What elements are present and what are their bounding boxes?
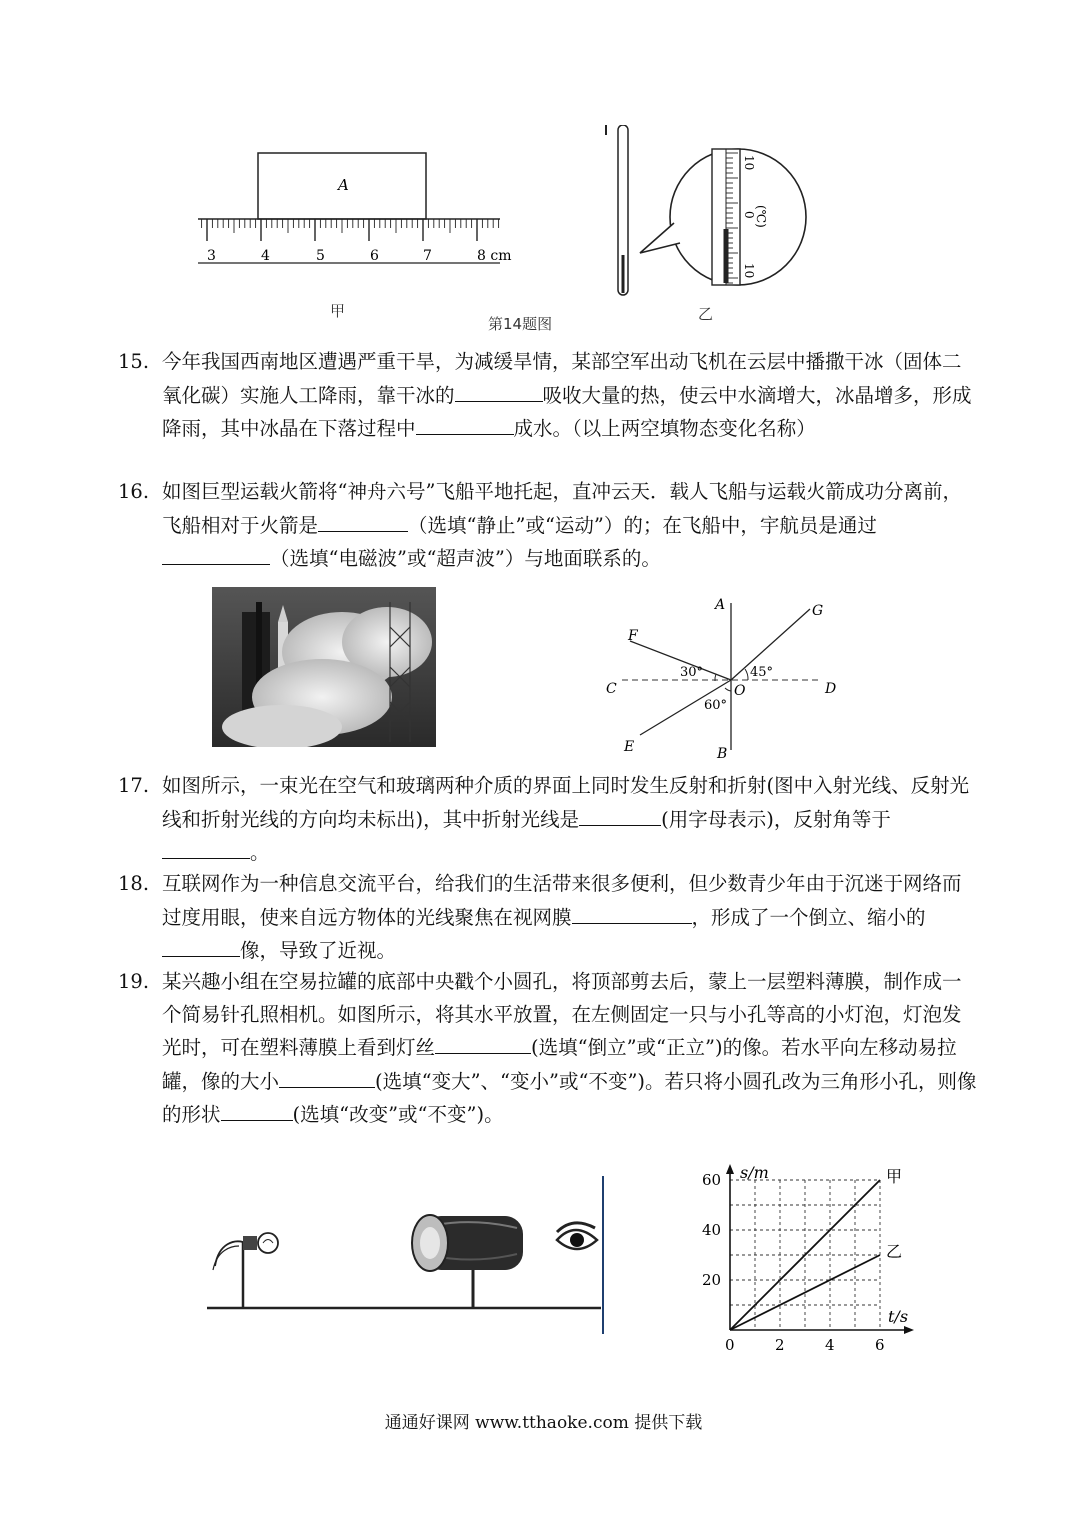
question-text: (用字母表示)，反射角等于	[661, 807, 891, 831]
label-o: O	[734, 683, 746, 699]
series-name-jia: 甲	[886, 1167, 903, 1186]
x-axis-arrow	[904, 1326, 914, 1334]
eye-icon	[557, 1223, 597, 1249]
answer-blank[interactable]	[572, 901, 692, 924]
answer-blank[interactable]	[455, 379, 543, 402]
question-text: 如图巨型运载火箭将“神舟六号”飞船平地托起，直冲云天．载人飞船与运载火箭成功分离前，飞船相对于火箭是	[162, 480, 962, 537]
question-text: (选填“改变”或“不变”)。	[292, 1103, 504, 1126]
angle-60: 60°	[704, 698, 728, 713]
y-tick-label: 40	[702, 1221, 722, 1239]
therm-tick-zero: 0	[742, 211, 756, 219]
question-number: 18.	[118, 872, 150, 895]
answer-blank[interactable]	[279, 1065, 375, 1088]
ruler-label-3: 3	[207, 248, 216, 264]
block-label-a: A	[338, 176, 349, 194]
question-text: 如图所示，一束光在空气和玻璃两种介质的界面上同时发生反射和折射(图中入射光线、反射光线和折射光线的方向均未标出)，其中折射光线是	[162, 774, 970, 831]
therm-unit: (℃)	[754, 205, 768, 228]
question-number: 19.	[118, 970, 150, 993]
answer-blank[interactable]	[162, 836, 250, 859]
answer-blank[interactable]	[162, 542, 270, 565]
st-graph	[690, 1160, 930, 1360]
question-text: （选填“静止”或“运动”）的；在飞船中，宇航员是通过	[408, 513, 877, 537]
answer-blank[interactable]	[162, 934, 240, 957]
ruler-label-4: 4	[261, 248, 270, 264]
question-text: (选填“倒立”或“正立”)的像。若水平向左移动易拉罐，像的大小	[162, 1036, 957, 1093]
question-19	[118, 966, 978, 1132]
x-tick-label: 4	[825, 1336, 835, 1354]
question-text: （选填“电磁波”或“超声波”）与地面联系的。	[270, 547, 661, 570]
figure-14-label-jia: 甲	[330, 302, 346, 320]
answer-blank[interactable]	[416, 412, 514, 435]
figure-14-label-yi: 乙	[698, 305, 714, 323]
label-b: B	[717, 746, 728, 762]
question-text: 某兴趣小组在空易拉罐的底部中央戳个小圆孔，将顶部剪去后，蒙上一层塑料薄膜，制作成一个简易针孔照相机。如图所示，将其水平放置，在左侧固定一只与小孔等高的小灯泡，灯泡发光时，可在塑料薄膜上看到灯丝	[162, 970, 962, 1059]
series-name-yi: 乙	[886, 1242, 903, 1261]
answer-blank[interactable]	[435, 1031, 531, 1054]
label-c: C	[606, 681, 617, 697]
therm-tick-top: 10	[742, 155, 756, 171]
question-number: 16.	[118, 480, 150, 503]
figure-14-ruler	[190, 145, 520, 275]
label-f: F	[628, 628, 638, 644]
y-axis-label: s/m	[740, 1163, 769, 1182]
ruler-label-6: 6	[370, 248, 379, 264]
label-g: G	[812, 603, 824, 619]
question-text: 吸收大量的热，使云中水滴增大，冰晶增多，形成降雨，其中冰晶在下落过程中	[162, 383, 972, 440]
question-15	[118, 346, 978, 446]
question-16	[118, 476, 978, 576]
angle-45: 45°	[750, 665, 774, 680]
therm-tick-bottom: 10	[742, 263, 756, 279]
rocket-launch-photo	[212, 587, 436, 747]
question-number: 15.	[118, 350, 150, 373]
ruler-label-8: 8 cm	[477, 248, 512, 264]
question-text: (选填“变大”、“变小”或“不变”)。若只将小圆孔改为三角形小孔，则像的形状	[162, 1069, 977, 1126]
question-17	[118, 770, 978, 870]
question-text: 。	[250, 841, 270, 864]
x-tick-label: 2	[775, 1336, 785, 1354]
y-axis-arrow	[726, 1164, 734, 1174]
question-text: 今年我国西南地区遭遇严重干旱，为减缓旱情，某部空军出动飞机在云层中播撒干冰（固体二氧化碳）实施人工降雨，靠干冰的	[162, 350, 962, 407]
question-text: 成水。（以上两空填物态变化名称）	[513, 417, 816, 440]
pinhole-camera-illustration	[205, 1170, 610, 1340]
question-number: 17.	[118, 774, 150, 797]
page-footer: 通通好课网 www.tthaoke.com 提供下载	[384, 1413, 703, 1433]
ruler-label-5: 5	[316, 248, 325, 264]
answer-blank[interactable]	[221, 1098, 293, 1121]
label-d: D	[825, 681, 837, 697]
question-18	[118, 868, 978, 968]
label-e: E	[624, 739, 635, 755]
ruler-label-7: 7	[423, 248, 432, 264]
answer-blank[interactable]	[318, 509, 408, 532]
light-refraction-diagram	[600, 595, 850, 765]
y-tick-label: 60	[702, 1171, 722, 1189]
figure-14-thermometer	[600, 125, 810, 305]
light-bulb-icon	[258, 1233, 278, 1253]
label-a: A	[715, 597, 726, 613]
question-text: ，形成了一个倒立、缩小的	[691, 905, 926, 929]
figure-14-caption: 第14题图	[488, 315, 553, 333]
question-text: 互联网作为一种信息交流平台，给我们的生活带来很多便利，但少数青少年由于沉迷于网络而过度用眼，使来自远方物体的光线聚焦在视网膜	[162, 872, 962, 929]
ruler-ticks	[202, 219, 499, 241]
question-text: 像，导致了近视。	[240, 939, 397, 962]
y-tick-label: 20	[702, 1271, 722, 1289]
x-tick-label: 6	[875, 1336, 885, 1354]
answer-blank[interactable]	[579, 803, 661, 826]
x-tick-label: 0	[725, 1336, 735, 1354]
angle-30: 30°	[680, 665, 704, 680]
x-axis-label: t/s	[888, 1307, 909, 1326]
